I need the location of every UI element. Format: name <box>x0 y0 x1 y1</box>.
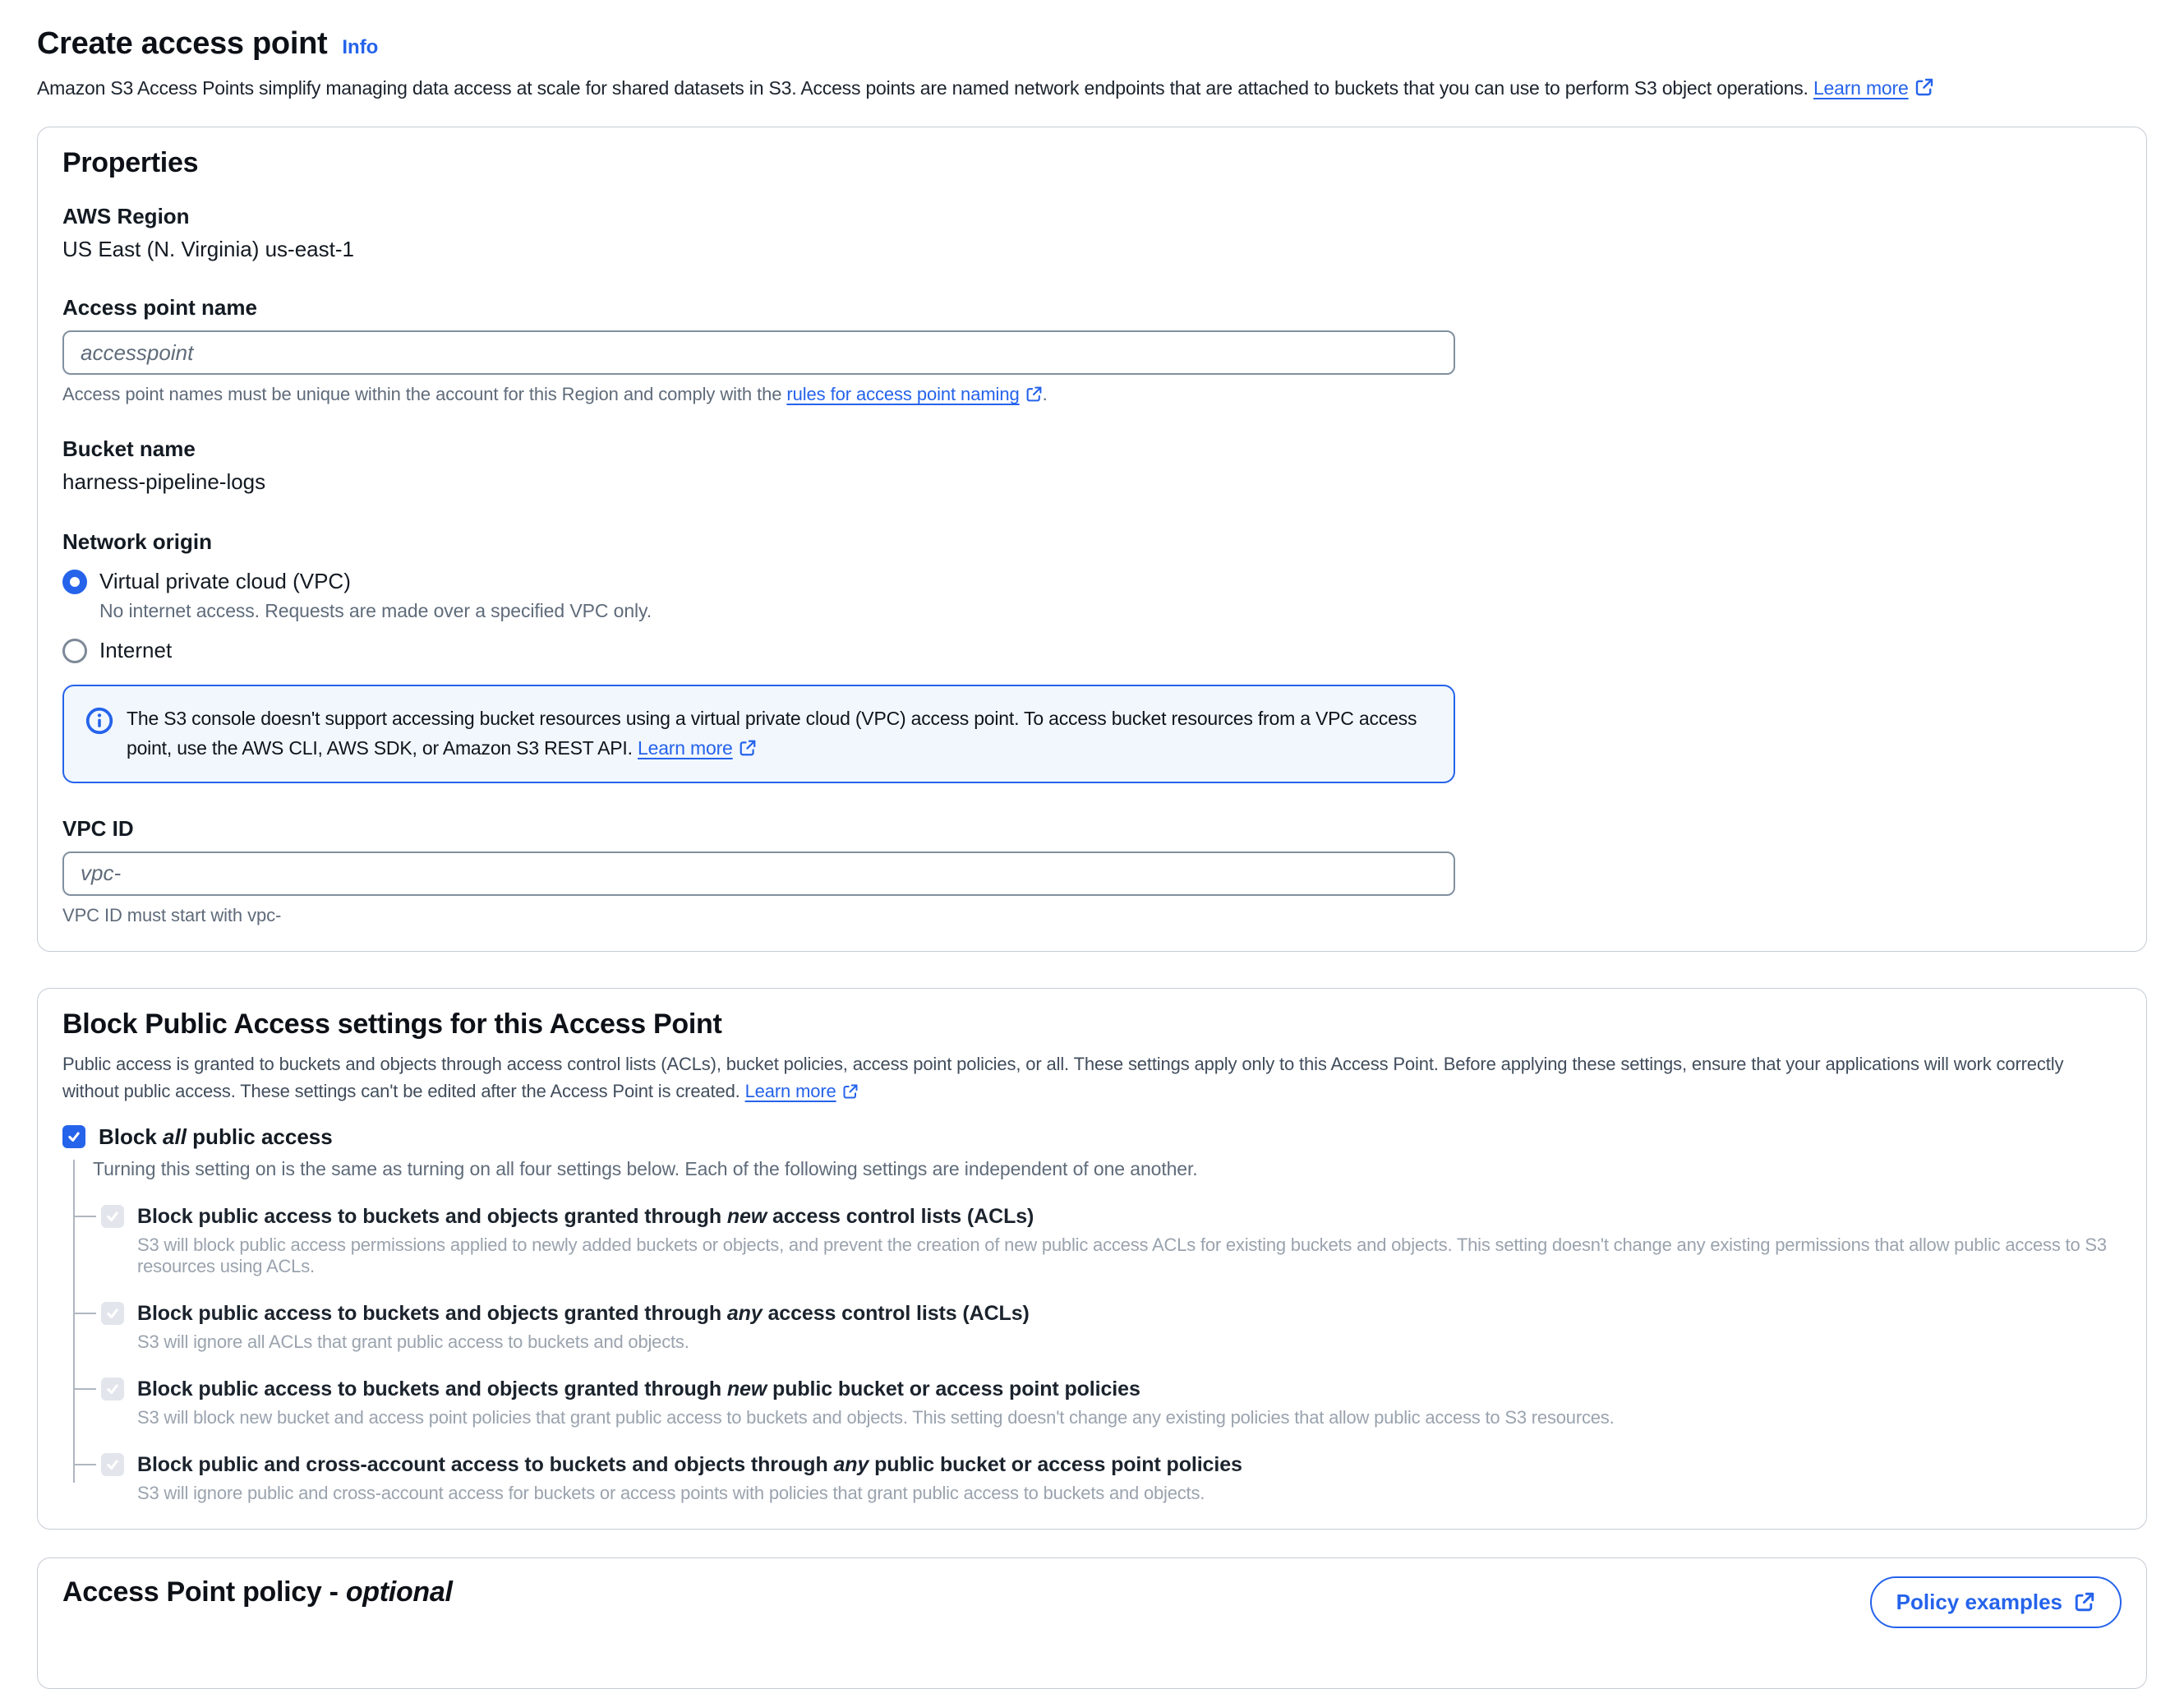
block-public-access-description: Public access is granted to buckets and objects through access control lists (ACLs), bucket policies, access point policies, or all. These settings apply only to this Access Point. Before applying these settings, ensure that your applications will work correctly without public access. These settings can't be edited after the Access Point is created. Learn more <box>62 1053 2064 1101</box>
bpa-setting-description: S3 will block public access permissions applied to newly added buckets or objects, and prevent the creation of new public access ACLs for existing buckets and objects. This setting doesn't change any existing permissions that allow public access to S3 resources using ACLs. <box>137 1234 2107 1276</box>
checkbox-disabled-checked-icon <box>101 1302 124 1325</box>
external-link-icon <box>739 739 757 757</box>
properties-card <box>37 127 2147 951</box>
checkbox-checked-icon[interactable] <box>62 1125 85 1148</box>
checkbox-disabled-checked-icon <box>101 1453 124 1476</box>
access-point-policy-card <box>37 1557 2147 1689</box>
bucket-name-label: Bucket name <box>62 436 196 462</box>
block-public-access-heading: Block Public Access settings for this Access Point <box>62 1008 722 1040</box>
bpa-setting-row <box>101 1453 2122 1504</box>
access-point-name-label: Access point name <box>62 295 257 321</box>
page-header <box>37 26 2147 102</box>
info-link[interactable]: Info <box>342 36 379 58</box>
network-origin-option-vpc[interactable] <box>62 569 2122 594</box>
block-all-public-access-row[interactable] <box>62 1124 2122 1150</box>
aws-region-value: US East (N. Virginia) us-east-1 <box>62 237 354 262</box>
bpa-setting-title: Block public access to buckets and objects granted through new access control lists (ACLs) <box>137 1204 1034 1228</box>
network-origin-vpc-description: No internet access. Requests are made over a specified VPC only. <box>99 600 652 622</box>
block-all-label: Block all public access <box>99 1124 333 1149</box>
vpc-alert-text: The S3 console doesn't support accessing bucket resources using a virtual private cloud (VPC) access point. To access bucket resources from a VPC access point, use the AWS CLI, AWS SDK, or Amazon S3 REST API. Learn more <box>127 708 1417 759</box>
external-link-icon <box>2074 1591 2095 1613</box>
policy-examples-button[interactable]: Policy examples <box>1870 1576 2122 1628</box>
block-public-access-card <box>37 988 2147 1530</box>
vpc-id-helper: VPC ID must start with vpc- <box>62 904 282 925</box>
radio-selected-icon[interactable] <box>62 570 87 594</box>
bpa-setting-row <box>101 1205 2122 1277</box>
page-description: Amazon S3 Access Points simplify managing data access at scale for shared datasets in S3. Access points are named network endpoints that are attached to buckets that you can use to perform S3 object operations. Learn more <box>37 75 2147 102</box>
access-point-name-helper: Access point names must be unique within the account for this Region and comply with the rules for access point naming . <box>62 384 1048 405</box>
radio-unselected-icon[interactable] <box>62 639 87 663</box>
external-link-icon <box>1914 77 1934 97</box>
bpa-setting-description: S3 will block new bucket and access point policies that grant public access to buckets and objects. This setting doesn't change any existing policies that allow public access to S3 resources. <box>137 1406 1615 1428</box>
access-point-name-input[interactable] <box>62 330 1455 375</box>
bpa-setting-description: S3 will ignore public and cross-account access for buckets or access points with policies that grant public access to buckets and objects. <box>137 1482 1205 1503</box>
external-link-icon <box>1025 385 1043 403</box>
bpa-sub-settings <box>73 1158 2122 1504</box>
radio-label: Internet <box>99 638 173 663</box>
bpa-setting-title: Block public and cross-account access to buckets and objects through any public bucket or access point policies <box>137 1452 1242 1476</box>
bpa-learn-more-link[interactable]: Learn more <box>745 1081 859 1101</box>
radio-label: Virtual private cloud (VPC) <box>99 569 351 594</box>
aws-region-label: AWS Region <box>62 204 190 229</box>
checkbox-disabled-checked-icon <box>101 1205 124 1228</box>
external-link-icon <box>842 1083 859 1100</box>
naming-rules-link[interactable]: rules for access point naming <box>786 384 1042 404</box>
bpa-setting-row <box>101 1302 2122 1353</box>
block-all-note: Turning this setting on is the same as turning on all four settings below. Each of the following settings are independent of one another. <box>93 1157 1198 1179</box>
bpa-setting-row <box>101 1378 2122 1428</box>
checkbox-disabled-checked-icon <box>101 1378 124 1401</box>
vpc-id-label: VPC ID <box>62 815 134 841</box>
bpa-setting-title: Block public access to buckets and objects granted through new public bucket or access point policies <box>137 1377 1140 1401</box>
vpc-id-input[interactable] <box>62 851 1455 896</box>
network-origin-label: Network origin <box>62 529 213 555</box>
bucket-name-value: harness-pipeline-logs <box>62 469 266 495</box>
learn-more-link[interactable]: Learn more <box>1813 77 1934 99</box>
network-origin-option-internet[interactable] <box>62 638 2122 663</box>
alert-learn-more-link[interactable]: Learn more <box>638 737 757 759</box>
info-icon <box>85 707 113 735</box>
bpa-setting-description: S3 will ignore all ACLs that grant public access to buckets and objects. <box>137 1331 689 1352</box>
properties-heading: Properties <box>62 147 199 179</box>
vpc-info-alert <box>62 685 1455 782</box>
page-title: Create access point <box>37 26 328 61</box>
access-point-policy-heading: Access Point policy - optional <box>62 1576 453 1608</box>
bpa-setting-title: Block public access to buckets and objects granted through any access control lists (ACLs) <box>137 1301 1030 1325</box>
